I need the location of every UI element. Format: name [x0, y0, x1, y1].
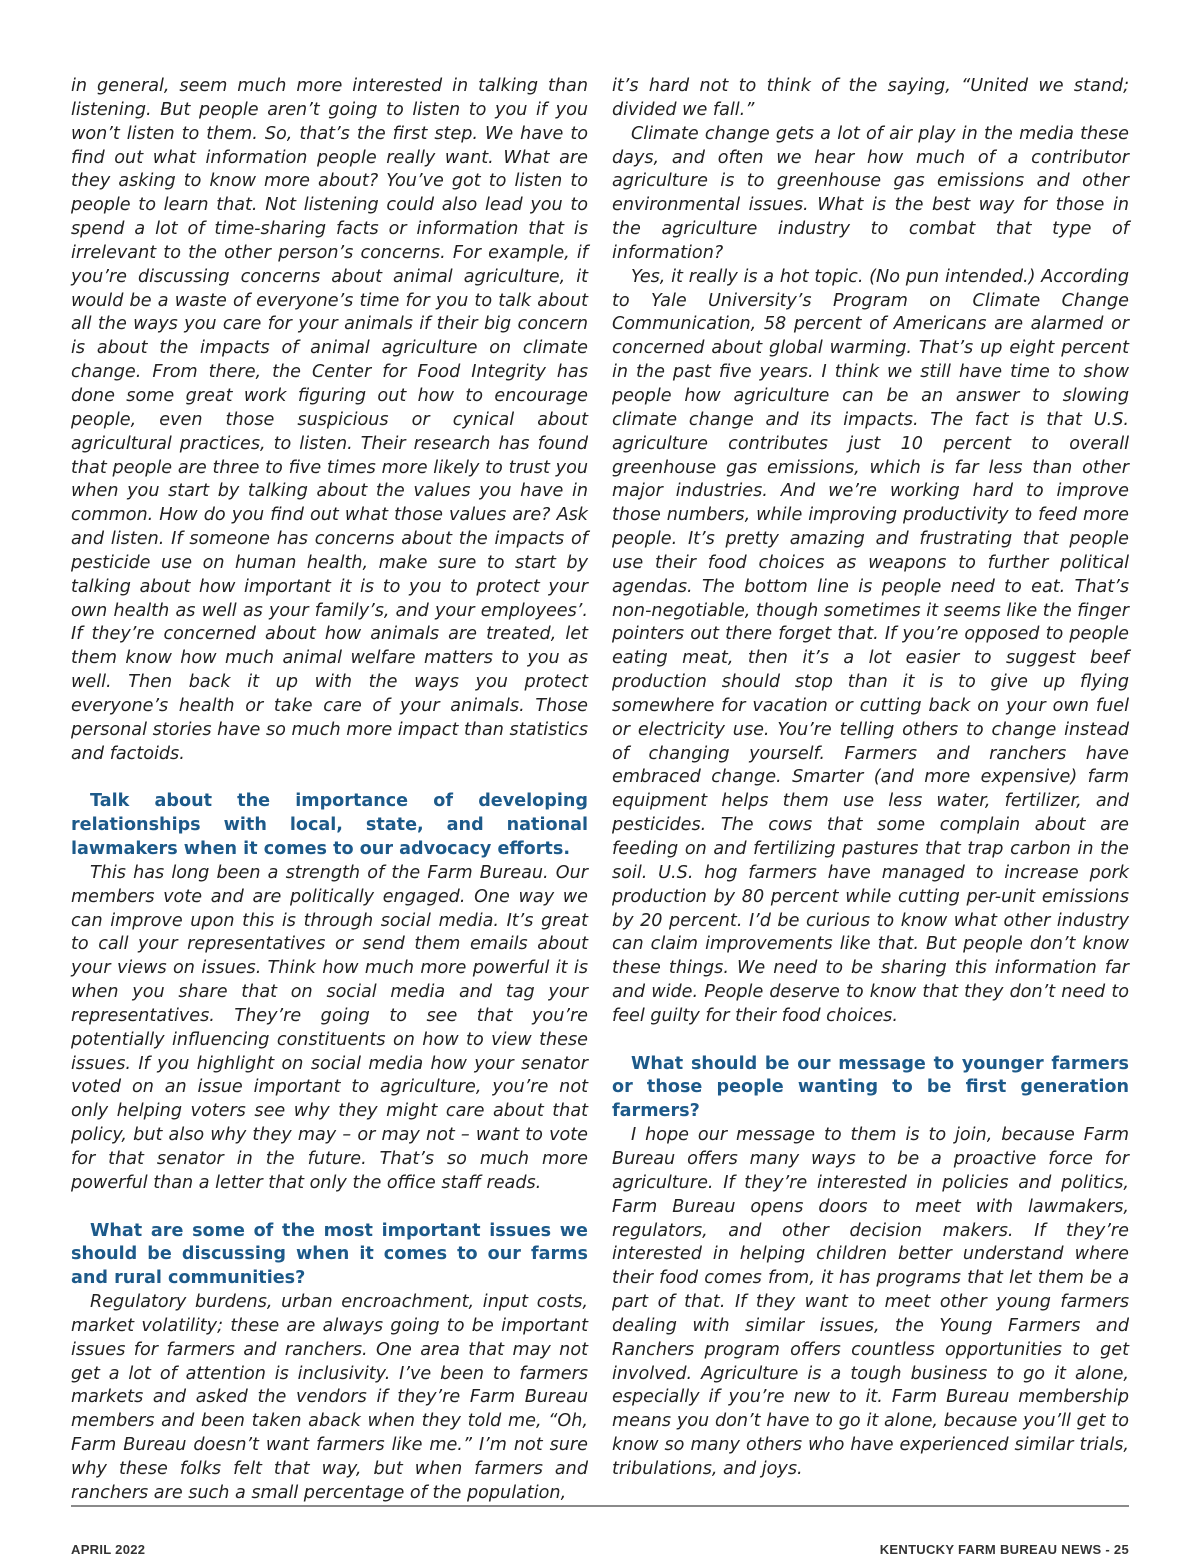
interview-question: What are some of the most important issues we should be discussing when it comes to our farms and rural communities? [71, 1220, 588, 1289]
left-column [71, 75, 588, 1506]
body-paragraph: This has long been a strength of the Farm Bureau. Our members vote and are politically engaged. One way we can improve upon this is through social media. It’s great to call your representatives or send them emails about your views on issues. Think how much more powerful it is when you share that on social media and tag your representatives. They’re going to see that you’re potentially influencing constituents on how to view these issues. If you highlight on social media how your senator voted on an issue important to agriculture, you’re not only helping voters see why they might care about that policy, but also why they may – or may not – want to vote for that senator in the future. That’s so much more powerful than a letter that only the office staff reads. [71, 862, 588, 1193]
body-paragraph: it’s hard not to think of the saying, “United we stand; divided we fall.” [612, 76, 1129, 120]
interview-question: What should be our message to younger farmers or those people wanting to be first generation farmers? [612, 1053, 1129, 1122]
interview-question-italic: Climate change gets a lot of air play in the media these days, and often we hear how much of a contributor agriculture is to greenhouse gas emissions and other environmental issues. What is the best way for those in the agriculture industry to combat that type of information? [612, 123, 1129, 263]
body-paragraph: Regulatory burdens, urban encroachment, input costs, market volatility; these are always going to be important issues for farmers and ranchers. One area that may not get a lot of attention is inclusivity. I’ve been to farmers markets and asked the vendors if they’re Farm Bureau members and been taken aback when they told me, “Oh, Farm Bureau doesn’t want farmers like me.” I’m not sure why these folks felt that way, but when farmers and ranchers are such a small percentage of the population, [71, 1292, 588, 1503]
interview-question: Talk about the importance of developing relationships with local, state, and national lawmakers when it comes to our advocacy efforts. [71, 791, 588, 859]
body-paragraph: Yes, it really is a hot topic. (No pun intended.) According to Yale University’s Program on Climate Change Communication, 58 percent of Americans are alarmed or concerned about global warming. That’s up eight percent in the past five years. I think we still have time to show people how agriculture can be an answer to slowing climate change and its impacts. The fact is that U.S. agriculture contributes just 10 percent to overall greenhouse gas emissions, which is far less than other major industries. And we’re working hard to improve those numbers, while improving productivity to feed more people. It’s pretty amazing and frustrating that people use their food choices as weapons to further political agendas. The bottom line is people need to eat. That’s non-negotiable, though sometimes it seems like the finger pointers out there forget that. If you’re opposed to people eating meat, then it’s a lot easier to suggest beef production should stop than it is to give up flying somewhere for vacation or cutting back on your own fuel or electricity use. You’re telling others to change instead of changing yourself. Farmers and ranchers have embraced change. Smarter (and more expensive) farm equipment helps them use less water, fertilizer, and pesticides. The cows that some complain about are feeding on and fertilizing pastures that trap carbon in the soil. U.S. hog farmers have managed to increase pork production by 80 percent while cutting per-unit emissions by 20 percent. I’d be curious to know what other industry can claim improvements like that. But people don’t know these things. We need to be sharing this information far and wide. People deserve to know that they don’t need to feel guilty for their food choices. [612, 266, 1129, 1026]
footer-date: APRIL 2022 [71, 1542, 146, 1557]
footer-divider [71, 1505, 1129, 1507]
body-paragraph: I hope our message to them is to join, because Farm Bureau offers many ways to be a proactive force for agriculture. If they’re interested in policies and politics, Farm Bureau opens doors to meet with lawmakers, regulators, and other decision makers. If they’re interested in helping children better understand where their food comes from, it has programs that let them be a part of that. If they want to meet other young farmers dealing with similar issues, the Young Farmers and Ranchers program offers countless opportunities to get involved. Agriculture is a tough business to go it alone, especially if you’re new to it. Farm Bureau membership means you don’t have to go it alone, because you’ll get to know so many others who have experienced similar trials, tribulations, and joys. [612, 1125, 1129, 1479]
footer-publication-page: KENTUCKY FARM BUREAU NEWS - 25 [879, 1542, 1129, 1557]
right-column [612, 75, 1129, 1482]
body-paragraph: in general, seem much more interested in talking than listening. But people aren’t going to listen to you if you won’t listen to them. So, that’s the first step. We have to find out what information people really want. What are they asking to know more about? You’ve got to listen to people to learn that. Not listening could also lead you to spend a lot of time-sharing facts or information that is irrelevant to the other person’s concerns. For example, if you’re discussing concerns about animal agriculture, it would be a waste of everyone’s time for you to talk about all the ways you care for your animals if their big concern is about the impacts of animal agriculture on climate change. From there, the Center for Food Integrity has done some great work figuring out how to encourage people, even those suspicious or cynical about agricultural practices, to listen. Their research has found that people are three to five times more likely to trust you when you start by talking about the values you have in common. How do you find out what those values are? Ask and listen. If someone has concerns about the impacts of pesticide use on human health, make sure to start by talking about how important it is to you to protect your own health as well as your family’s, and your employees’. If they’re concerned about how animals are treated, let them know how much animal welfare matters to you as well. Then back it up with the ways you protect everyone’s health or take care of your animals. Those personal stories have so much more impact than statistics and factoids. [71, 76, 588, 764]
